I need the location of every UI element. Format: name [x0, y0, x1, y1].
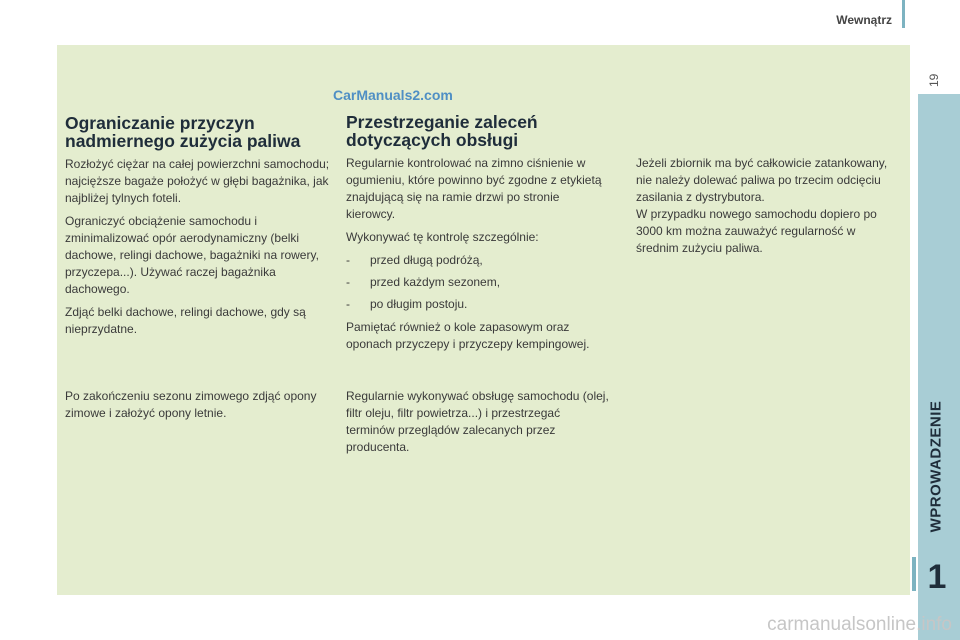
- list-item: [346, 296, 611, 313]
- section-fuel-consumption: [65, 114, 330, 344]
- watermark-top: CarManuals2.com: [333, 87, 453, 103]
- watermark-footer: carmanualsonline.info: [767, 614, 952, 635]
- section-fuel-heading: Ograniczanie przyczyn nadmiernego zużycia paliwa: [65, 113, 301, 151]
- page-header-title: Wewnątrz: [836, 13, 892, 27]
- tank-note: Jeżeli zbiornik ma być całkowicie zatankowany, nie należy dolewać paliwa po trzecim odcięciu zasilania z dystrybutora.: [636, 156, 888, 204]
- list-item-text: przed długą podróżą,: [370, 253, 483, 267]
- list-item-text: po długim postoju.: [370, 297, 468, 311]
- spare-wheel-note: Pamiętać również o kole zapasowym oraz oponach przyczepy i przyczepy kempingowej.: [346, 320, 590, 351]
- section-notes: [636, 155, 901, 263]
- header-rule: [902, 0, 905, 28]
- service-check-list: [346, 252, 611, 313]
- fuel-paragraph-3: Zdjąć belki dachowe, relingi dachowe, gdy są nieprzydatne.: [65, 305, 306, 336]
- new-car-note: W przypadku nowego samochodu dopiero po 3000 km można zauważyć regularność w średnim zużyciu paliwa.: [636, 207, 877, 255]
- chapter-marker: [912, 557, 916, 591]
- maintenance-note-block: [346, 388, 611, 462]
- list-item: [346, 252, 611, 269]
- list-dash: -: [346, 297, 350, 311]
- chapter-number: 1: [927, 558, 947, 596]
- service-list-intro: Wykonywać tę kontrolę szczególnie:: [346, 230, 539, 244]
- winter-tyres-note-block: [65, 388, 330, 428]
- fuel-paragraph-2: Ograniczyć obciążenie samochodu i zminimalizować opór aerodynamiczny (belki dachowe, relingi dachowe, bagażniki na rowery, przyczepa...). Używać raczej bagażnika dachowego.: [65, 214, 319, 296]
- chapter-label: WPROWADZENIE: [927, 400, 945, 532]
- section-service: [346, 113, 611, 359]
- list-dash: -: [346, 253, 350, 267]
- winter-tyres-note: Po zakończeniu sezonu zimowego zdjąć opony zimowe i założyć opony letnie.: [65, 389, 317, 420]
- service-intro: Regularnie kontrolować na zimno ciśnienie w ogumieniu, które powinno być zgodne z etykietą znajdującą się na ramie drzwi po stronie kierowcy.: [346, 156, 602, 221]
- list-item: [346, 274, 611, 291]
- chapter-tab: [916, 378, 956, 554]
- page-number: 19: [927, 73, 941, 87]
- list-dash: -: [346, 275, 350, 289]
- maintenance-note: Regularnie wykonywać obsługę samochodu (olej, filtr oleju, filtr powietrza...) i przestrzegać terminów przeglądów zalecanych przez producenta.: [346, 389, 609, 454]
- fuel-paragraph-1: Rozłożyć ciężar na całej powierzchni samochodu; najcięższe bagaże położyć w głębi bagażnika, jak najbliżej tylnych foteli.: [65, 157, 330, 205]
- list-item-text: przed każdym sezonem,: [370, 275, 501, 289]
- section-service-heading: Przestrzeganie zaleceń dotyczących obsługi: [346, 112, 538, 150]
